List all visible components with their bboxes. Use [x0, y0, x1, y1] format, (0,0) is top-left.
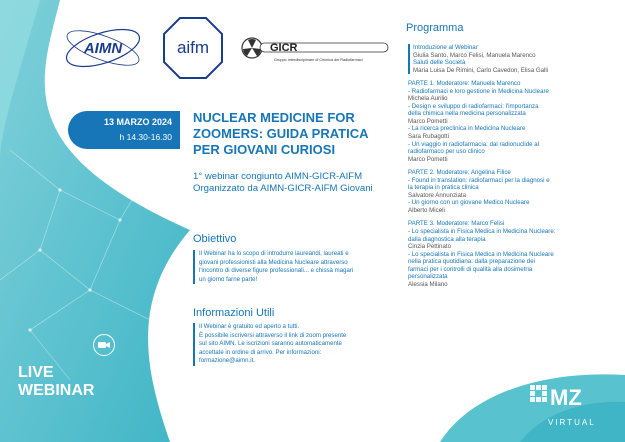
program-talk: - Design e sviluppo di radiofarmaci: l'importanza	[408, 102, 539, 110]
program-part-heading: PARTE 3. Moderatore: Marco Felisi	[408, 220, 505, 228]
program-heading: Programma	[406, 22, 464, 34]
program-talk: - Un viaggio in radiofarmacia: dal radionuclide al	[408, 140, 540, 148]
program-speaker: Michela Aurilio	[408, 95, 448, 103]
program-talk: - La ricerca preclinica in Medicina Nucleare	[408, 125, 526, 133]
program-block	[408, 44, 608, 74]
svg-text:aifm: aifm	[176, 38, 210, 57]
objective-line: un giorno farne parte!	[199, 275, 258, 283]
program-block	[408, 80, 608, 163]
program-list	[408, 44, 608, 294]
objective-line: giovani professionisti alla Medicina Nucleare attraverso	[199, 258, 348, 266]
event-time: h 14.30-16.30	[119, 132, 172, 142]
program-speaker: Alessia Milano	[408, 280, 448, 288]
svg-text:MZ: MZ	[550, 385, 582, 410]
title-line: NUCLEAR MEDICINE FOR	[193, 110, 355, 125]
program-block	[408, 220, 608, 288]
title-line: ZOOMERS: GUIDA PRATICA	[193, 126, 369, 141]
program-speaker: Sara Rubagotti	[408, 133, 449, 141]
program-speaker: Giulia Santo, Marco Felisi, Manuela Marenco	[413, 51, 536, 59]
program-part-heading: PARTE 2. Moderatore: Angelina Filice	[408, 169, 511, 177]
program-talk: personalizzata	[408, 273, 448, 281]
program-talk: farmaci per i controlli di qualità alla dosimetria	[408, 265, 533, 273]
program-speaker: Marco Pometti	[408, 155, 448, 163]
mz-virtual-label: VIRTUAL	[548, 418, 596, 427]
live-webinar-label	[18, 364, 94, 400]
program-talk: Introduzione al Webinar	[413, 44, 478, 51]
title-line: PER GIOVANI CURIOSI	[193, 142, 336, 157]
webinar-label: WEBINAR	[18, 382, 95, 399]
objective-line: Il Webinar ha lo scopo di introdurre laureandi, laureati e	[199, 250, 349, 257]
program-talk: radiofarmaco per uso clinico	[408, 148, 485, 156]
info-line: accettate in ordine di arrivo. Per informazioni:	[199, 348, 322, 356]
program-speaker: Maria Luisa De Rimini, Carlo Cavedon, Elisa Galli	[413, 66, 549, 74]
info-heading: Informazioni Utili	[193, 307, 275, 319]
info-line: sul sito AIMN. Le iscrizioni saranno automaticamente	[199, 340, 342, 348]
objective-text	[193, 250, 393, 284]
program-talk: - Radiofarmaci e loro gestione in Medicina Nucleare	[408, 87, 549, 95]
program-talk: la terapia in pratica clinica	[408, 184, 479, 192]
event-date: 13 MARZO 2024	[103, 117, 172, 127]
gicr-logo	[240, 36, 390, 64]
subtitle-line: 1° webinar congiunto AIMN-GICR-AIFM	[193, 171, 363, 182]
program-speaker: Marco Pometti	[408, 117, 448, 125]
svg-text:AIMN: AIMN	[83, 40, 123, 57]
info-email[interactable]: formazione@aimn.it.	[199, 357, 255, 365]
event-date-badge	[68, 111, 180, 149]
program-talk: nella pratica quotidiana: dalla preparazione dei	[408, 258, 535, 266]
program-talk: dalla diagnostica alla terapia	[408, 235, 486, 243]
aimn-logo	[62, 22, 144, 74]
program-block	[408, 169, 608, 214]
event-subtitle	[193, 171, 403, 195]
subtitle-line: Organizzato da AIMN-GICR-AIFM Giovani	[193, 183, 373, 194]
program-talk: - Un giorno con un giovane Medico Nucleare	[408, 199, 530, 207]
objective-line: l'incontro di diverse figure professionali... e chissà magari	[199, 267, 354, 275]
video-camera-icon	[93, 334, 115, 356]
program-speaker: Cinzia Pettinato	[408, 243, 452, 251]
svg-text:GICR: GICR	[270, 42, 298, 54]
program-talk: - Found in translation: radiofarmaci per la diagnosi e	[408, 176, 550, 184]
objective-heading: Obiettivo	[193, 233, 237, 245]
program-speaker: Salvatore Annunziata	[408, 191, 467, 199]
event-title	[193, 110, 393, 158]
info-line: È possibile iscriversi attraverso il link di zoom presente	[199, 331, 347, 339]
program-speaker: Alberto Miceli	[408, 206, 445, 214]
aifm-logo	[162, 16, 224, 80]
info-line: Il Webinar è gratuito ed aperto a tutti.	[199, 323, 300, 330]
program-talk: - Lo specialista in Fisica Medica in Medicina Nucleare:	[408, 228, 556, 236]
program-talk: Saluti delle Società	[413, 59, 466, 67]
program-talk: della chimica nella medicina personalizzata	[408, 110, 526, 118]
live-label: LIVE	[18, 364, 54, 381]
program-talk: - Lo specialista in Fisica Medica in Medicina Nucleare	[408, 250, 554, 258]
svg-text:Gruppo Interdisciplinare di Ch: Gruppo Interdisciplinare di Chimica dei Radiofarmaci	[274, 58, 363, 62]
program-part-heading: PARTE 1. Moderatore: Manuela Marenco	[408, 80, 521, 88]
info-text	[193, 323, 393, 366]
